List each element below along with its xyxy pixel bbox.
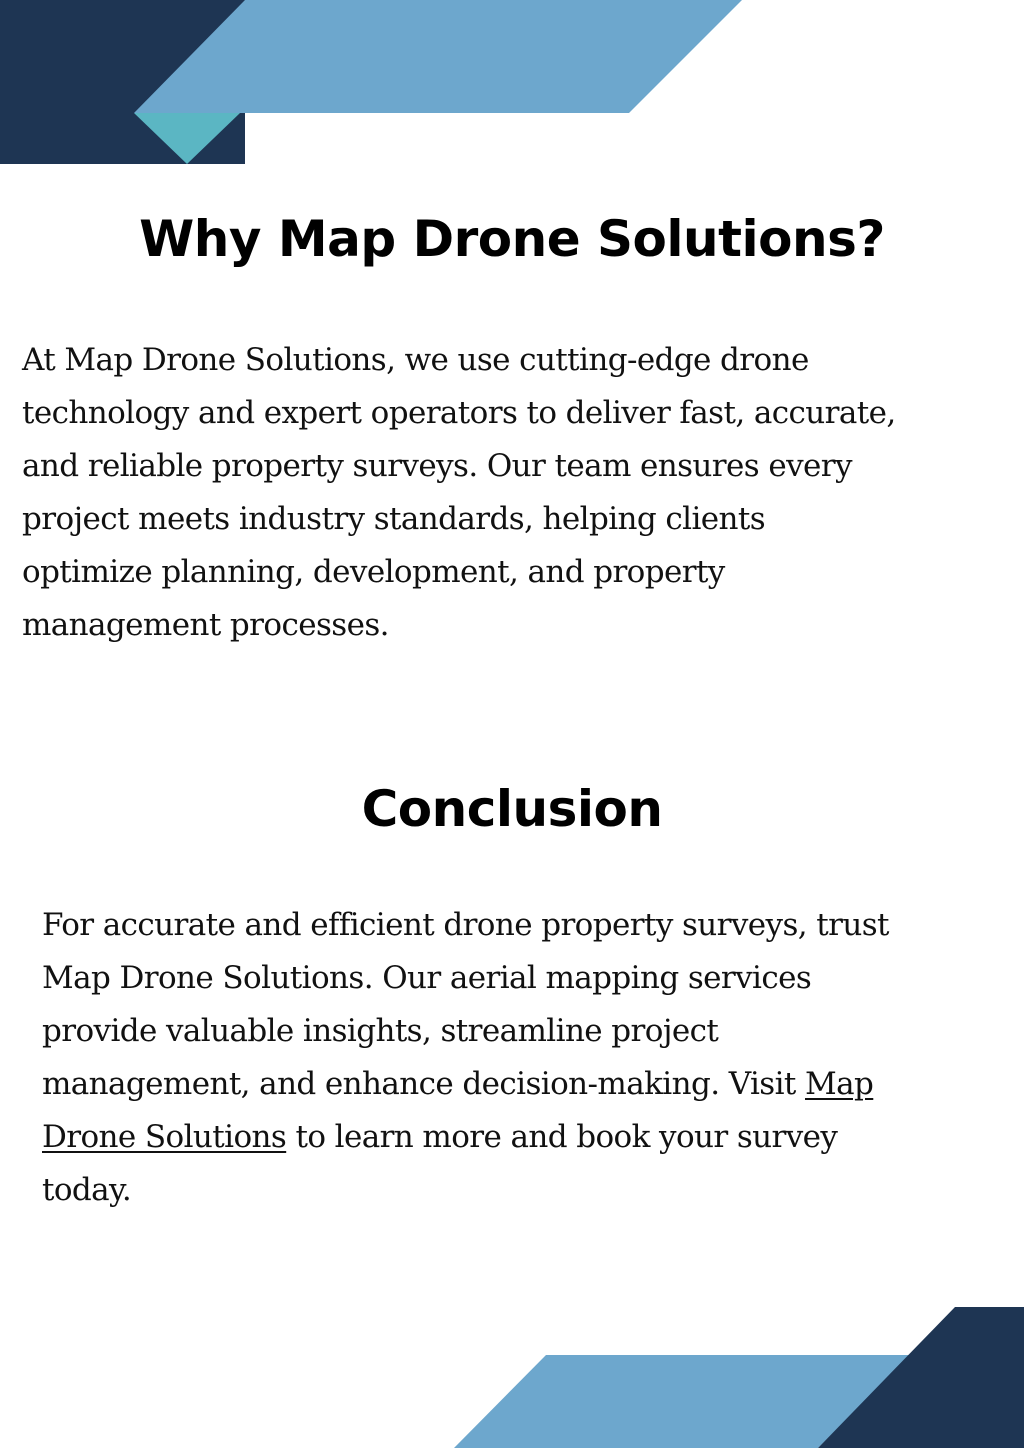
why-line: and reliable property surveys. Our team ensures every <box>22 448 852 484</box>
why-line: project meets industry standards, helping clients <box>22 501 766 537</box>
why-line: technology and expert operators to deliver fast, accurate, <box>22 395 896 431</box>
top-light-blue-band <box>134 0 742 113</box>
map-drone-solutions-link[interactable]: Map <box>805 1066 874 1102</box>
why-line: At Map Drone Solutions, we use cutting-edge drone <box>22 342 809 378</box>
why-line: management processes. <box>22 607 389 643</box>
why-paragraph <box>22 334 1012 652</box>
conclusion-line: Map Drone Solutions. Our aerial mapping services <box>42 960 812 996</box>
top-navy-shape <box>0 0 245 164</box>
bottom-teal-shape <box>950 1307 1024 1320</box>
conclusion-line-text: to learn more and book your survey <box>286 1119 838 1155</box>
conclusion-paragraph <box>42 899 1012 1217</box>
conclusion-line: today. <box>42 1172 132 1208</box>
map-drone-solutions-link-continued[interactable]: Drone Solutions <box>42 1119 287 1155</box>
conclusion-line: For accurate and efficient drone property surveys, trust <box>42 907 889 943</box>
conclusion-line <box>42 1058 1012 1111</box>
section-title-why: Why Map Drone Solutions? <box>139 210 885 268</box>
conclusion-line <box>42 1111 1012 1164</box>
conclusion-line: provide valuable insights, streamline project <box>42 1013 719 1049</box>
section-title-conclusion: Conclusion <box>361 780 663 838</box>
top-teal-shape <box>134 113 240 164</box>
why-line: optimize planning, development, and property <box>22 554 725 590</box>
bottom-light-blue-band <box>454 1355 910 1448</box>
conclusion-line-text: management, and enhance decision-making. Visit <box>42 1066 805 1102</box>
bottom-navy-shape <box>818 1307 1024 1448</box>
